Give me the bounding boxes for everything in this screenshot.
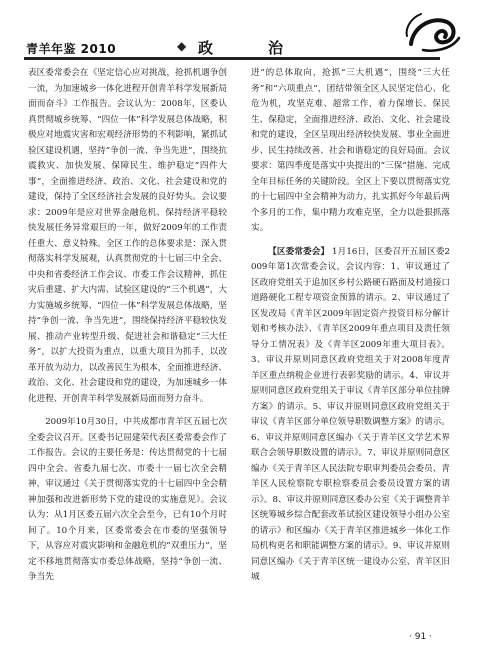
section-heading-tag: 【区委常委会】 <box>268 246 330 257</box>
right-column <box>251 66 450 586</box>
section-char-2: 治 <box>268 39 284 57</box>
decorative-swirl-logo-icon <box>403 6 463 56</box>
page-header <box>0 0 480 58</box>
left-column <box>28 66 227 586</box>
diamond-icon: ◆ <box>177 39 187 53</box>
yearbook-title: 青羊年鉴 2010 <box>26 42 117 56</box>
body-text: 1月16日，区委召开五届区委2009年第1次常委会议，会议内容：1、审议通过了区政府党组关于追加区乡村公路硬石路面及村道接口道路硬化工程专项资金预算的请示。2、审议通过了区发改局《青羊区2009年固定资产投资目标分解计划和考核办法》、《青羊区2009年重点项目及责任领导分工情况表》及《青羊区2009年重大项目表》。3、审议并原则同意区政府党组关于对2008年度青羊区重点纳税企业进行表彰奖励的请示。4、审议并原则同意区政府党组关于审议《青羊区部分单位挂牌方案》的请示。5、审议并原则同意区政府党组关于审议《青羊区部分单位领导职数调整方案》的请示。6、审议并原则同意区编办《关于青羊区文学艺术界联合会领导职数设置的请示》。7、审议并原则同意区编办《关于青羊区人民法院专职审判委员会委员、青羊区人民检察院专职检察委员会委员设置方案的请示》。8、审议并原则同意区委办公室《关于调整青羊区统筹城乡综合配套改革试验区建设领导小组办公室的请示》和区编办《关于青羊区推进城乡一体化工作局机构更名和职能调整方案的请示》。9、审议并原则同意区编办《关于青羊区统一建设办公室、青羊区旧城 <box>251 246 450 582</box>
body-paragraph: 表区委常委会在《坚定信心应对挑战，抢抓机遇争创一流，为加速城乡一体化进程开创青羊科学发展新局面而奋斗》工作报告。会议认为：2008年，区委认真贯彻城乡统筹、“四位一体”科学发展总体战略，积极应对地震灾害和宏观经济形势的不利影响，紧抓试验区建设机遇，坚持“争创一流、争当先进”，围绕抗震救灾、加快发展、保障民生、维护稳定“四件大事”，全面推进经济、政治、文化、社会建设和党的建设，保持了全区经济社会发展的良好势头。会议要求：2009年是应对世界金融危机、保持经济平稳较快发展任务异常艰巨的一年，做好2009年的工作责任重大、意义特殊。全区工作的总体要求是：深入贯彻落实科学发展观，认真贯彻党的十七届三中全会、中央和省委经济工作会议、市委工作会议精神，抓住灾后重建、扩大内需、试验区建设的“三个机遇”，大力实施城乡统筹、“四位一体”科学发展总体战略，坚持“争创一流、争当先进”，围绕保持经济平稳较快发展、推动产业转型升级、促进社会和谐稳定“三大任务”，以扩大投资为重点，以重大项目为抓手，以改革开放为动力，以改善民生为根本，全面推进经济、政治、文化、社会建设和党的建设，为加速城乡一体化进程、开创青羊科学发展新局面而努力奋斗。 <box>28 68 227 404</box>
body-paragraph: 2009年10月30日，中共成都市青羊区五届七次全委会议召开。区委书记屈建荣代表区委常委会作了工作报告。会议的主要任务是：传达贯彻党的十七届四中全会、省委九届七次、市委十一届七次全会精神，审议通过《关于贯彻落实党的十七届四中全会精神加强和改进新形势下党的建设的实施意见》。会议认为：从1月区委五届六次全会至今，已有10个月时间了。10个月来，区委常委会在市委的坚强领导下，从容应对震灾影响和金融危机的“双重压力”，坚定不移地贯彻落实市委总体战略，坚持“争创一流、争当先 <box>28 417 227 582</box>
header-rule <box>24 57 440 60</box>
body-paragraph: 进”的总体取向，抢抓“三大机遇”，围绕“三大任务”和“六项重点”，团结带领全区人民坚定信心、化危为机，攻坚克难、超常工作，着力保增长、保民生、保稳定，全面推进经济、政治、文化、社会建设和党的建设，全区呈现出经济较快发展、事业全面进步、民生持续改善、社会和谐稳定的良好局面。会议要求：第四季度是落实中央提出的“三保”措施、完成全年目标任务的关键阶段。全区上下要以贯彻落实党的十七届四中全会精神为动力，扎实抓好今年最后两个多月的工作，集中精力攻难克坚，全力以赴狠抓落实。 <box>251 68 450 233</box>
body-paragraph-with-heading <box>251 245 450 586</box>
page-number: · 91 · <box>409 632 432 642</box>
section-char-1: 政 <box>198 39 214 57</box>
